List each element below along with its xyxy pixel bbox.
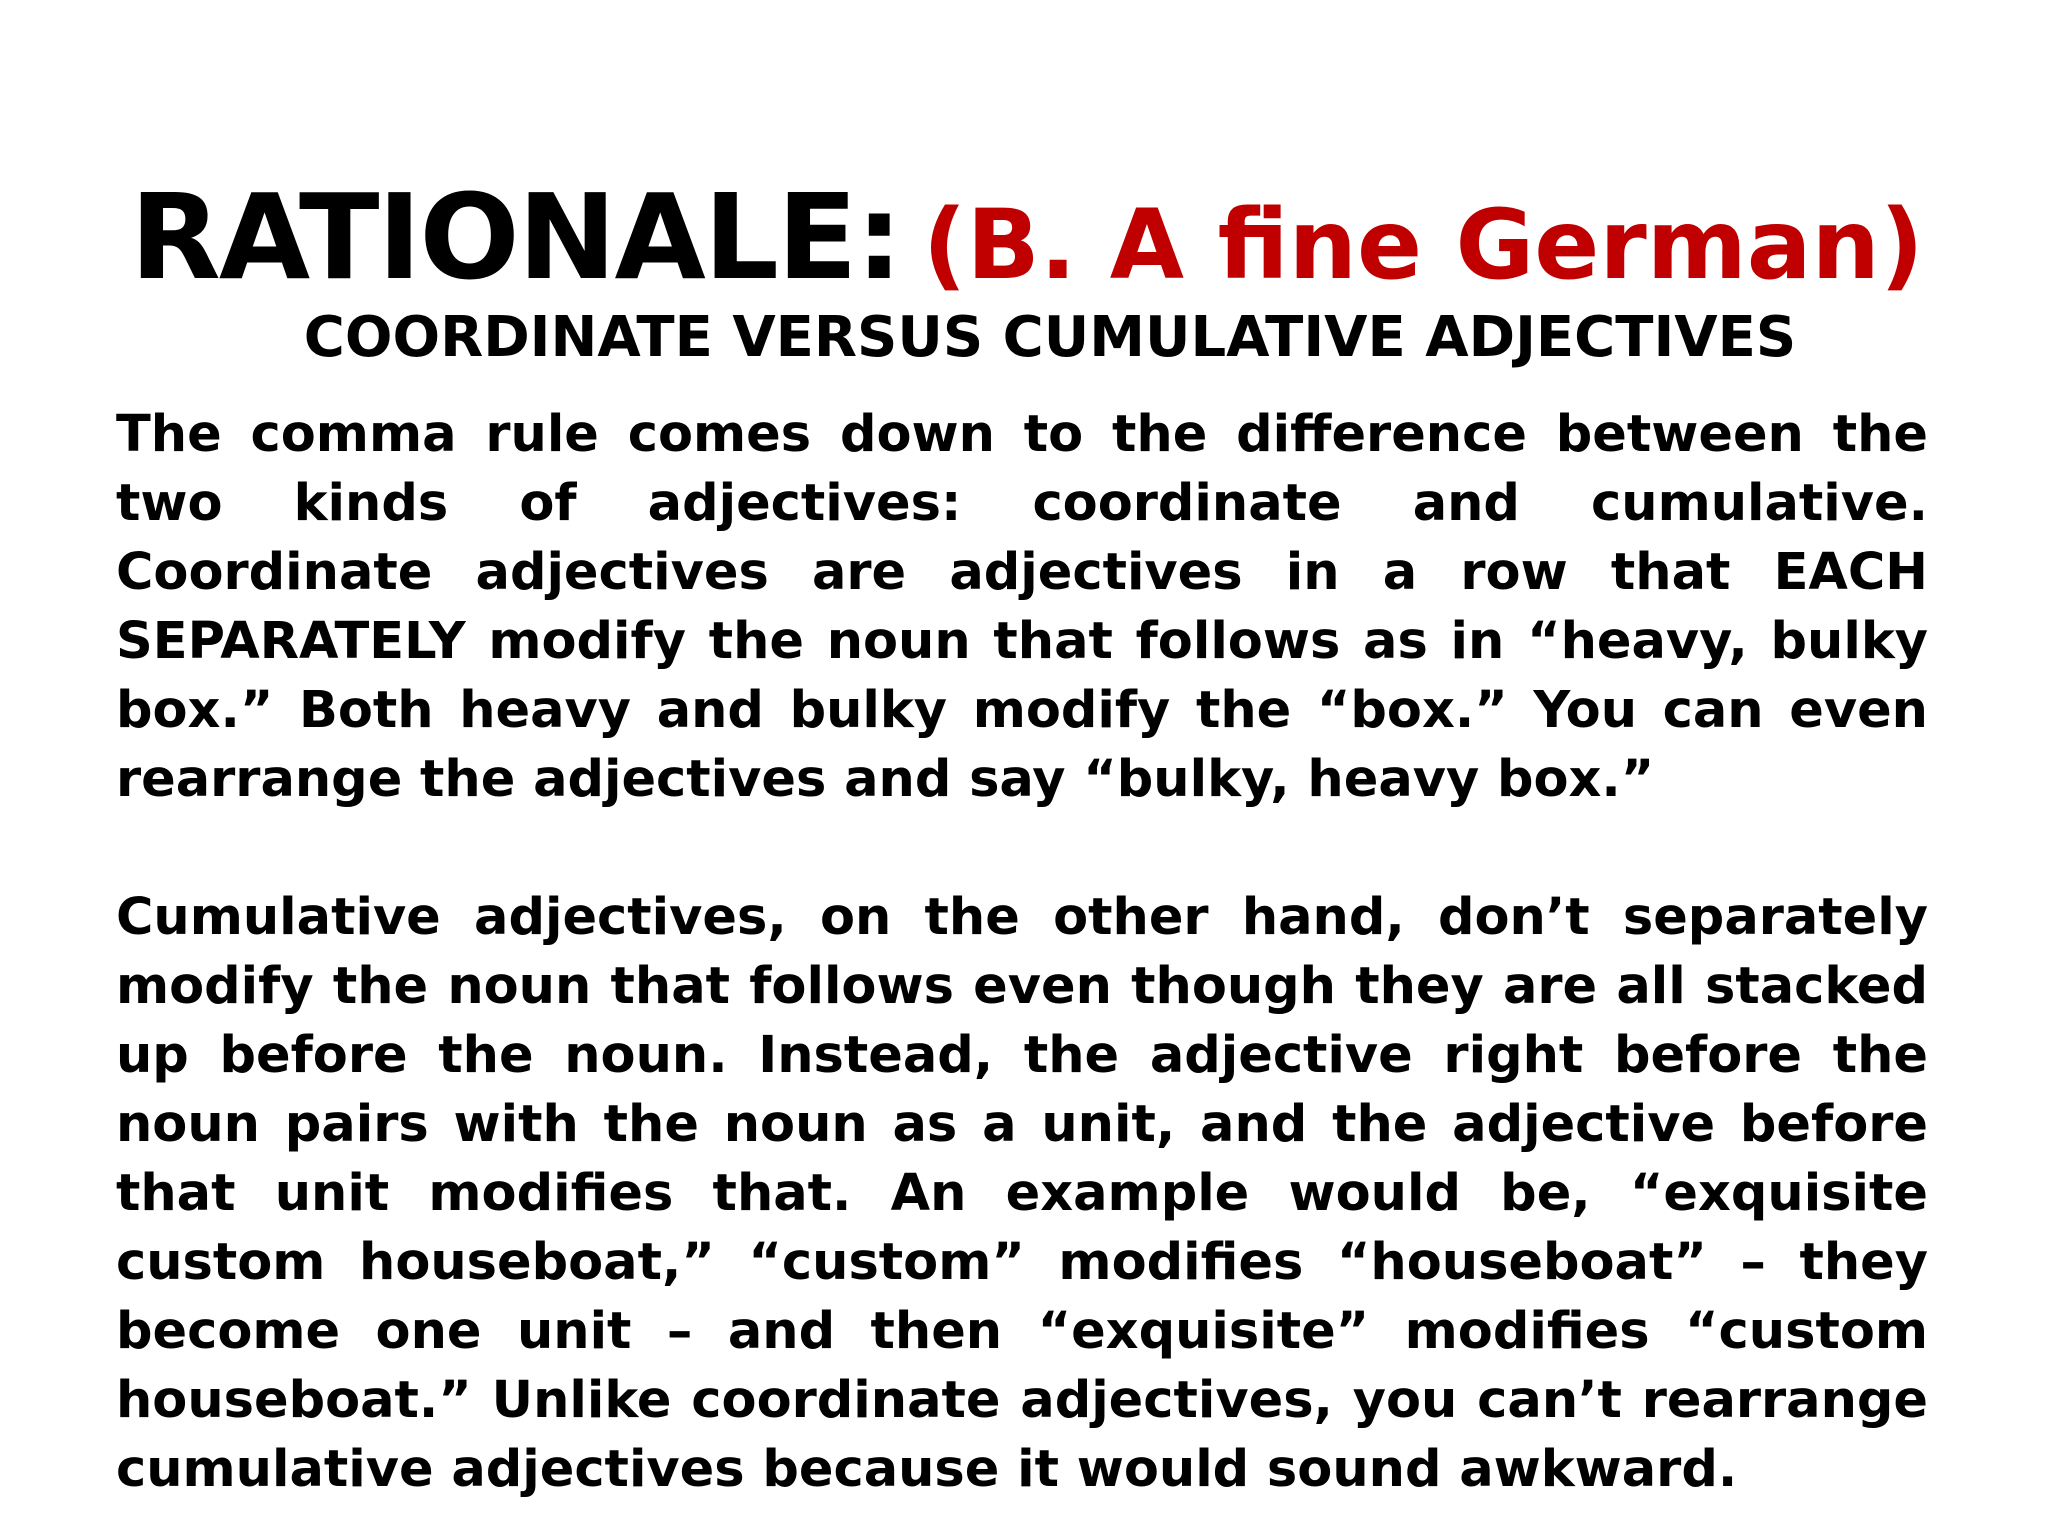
slide-title-row xyxy=(130,162,1930,312)
answer-label: (B. A fine German) xyxy=(922,189,1924,301)
slide-subtitle: COORDINATE VERSUS CUMULATIVE ADJECTIVES xyxy=(303,305,1797,370)
body-text xyxy=(116,400,1928,1504)
slide-title: RATIONALE: xyxy=(130,168,901,306)
paragraph-coordinate: The comma rule comes down to the difference between the two kinds of adjectives: coordinate and cumulative. Coordinate adjectives are adjectives in a row that EACH SEPARATELY modify the noun that follows as in “heavy, bulky box.” Both heavy and bulky modify the “box.” You can even rearrange the adjectives and say “bulky, heavy box.” xyxy=(116,405,1928,809)
paragraph-cumulative: Cumulative adjectives, on the other hand, don’t separately modify the noun that follows even though they are all stacked up before the noun. Instead, the adjective right before the noun pairs with the noun as a unit, and the adjective before that unit modifies that. An example would be, “exquisite custom houseboat,” “custom” modifies “houseboat” – they become one unit – and then “exquisite” modifies “custom houseboat.” Unlike coordinate adjectives, you can’t rearrange cumulative adjectives because it would sound awkward. xyxy=(116,888,1928,1499)
